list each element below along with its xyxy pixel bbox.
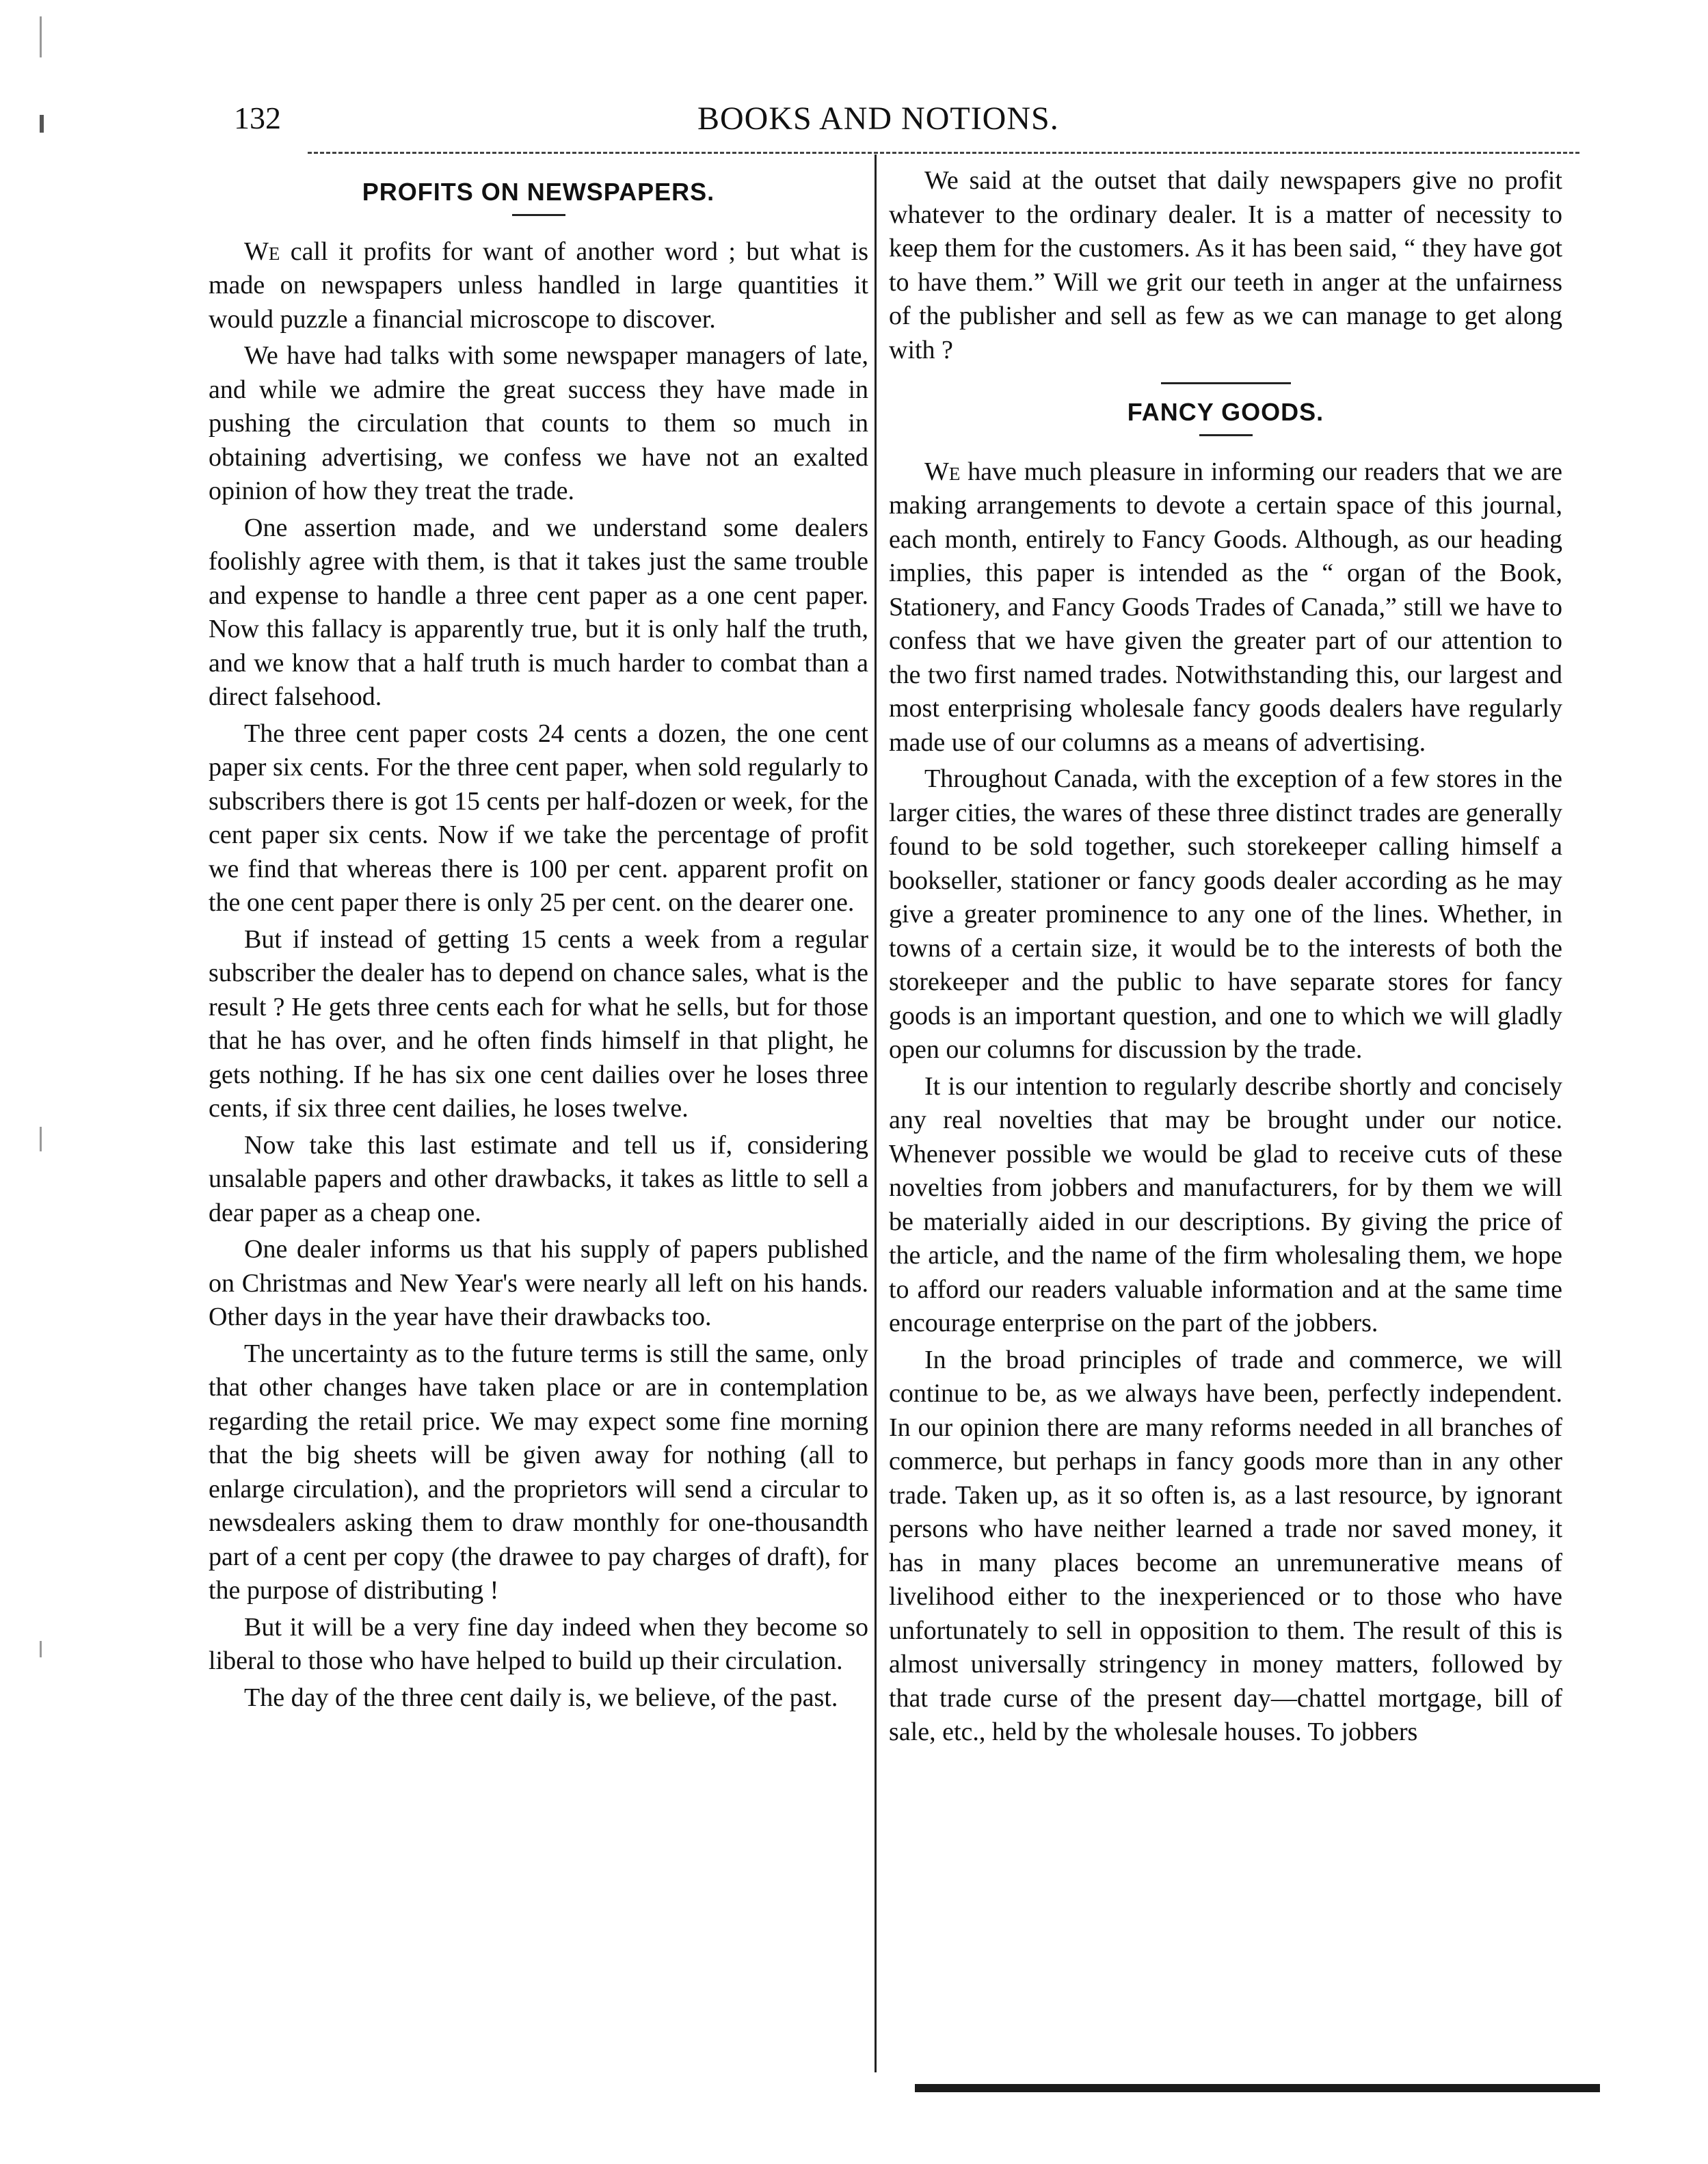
paragraph: The day of the three cent daily is, we believe, of the past. [244, 1683, 838, 1712]
paragraph: We said at the outset that daily newspapers give no profit whatever to the ordinary dealer. It is a matter of necessity to keep them for the customers. As it has been said, “ they have got to have them.” Will we grit our teeth in anger at the unfairness of the publisher and sell as few as we can manage to get along with ? [889, 166, 1562, 364]
drop-lead: We [244, 237, 280, 266]
footer-rule [915, 2084, 1600, 2092]
right-column [889, 164, 1562, 1752]
paragraph [209, 235, 868, 337]
paragraph: One assertion made, and we understand some dealers foolishly agree with them, is that it takes just the same trouble and expense to handle a three cent paper as a one cent paper. Now this fallacy is apparently true, but it is only half the truth, and we know that a half truth is much harder to combat than a direct falsehood. [209, 513, 868, 712]
margin-mark [40, 1641, 42, 1657]
paragraph: But if instead of getting 15 cents a week from a regular subscriber the dealer has to depend on chance sales, what is the result ? He gets three cents each for what he sells, but for those that he has over, and he often finds himself in that plight, he gets nothing. If he has six one cent dailies over he loses three cents, if six three cent dailies, he loses twelve. [209, 924, 868, 1123]
margin-mark [40, 115, 44, 133]
margin-mark [40, 16, 42, 57]
margin-mark [40, 1127, 42, 1151]
column-rule [875, 155, 877, 2072]
paragraph: It is our intention to regularly describe shortly and concisely any real novelties that may be brought under our notice. Whenever possible we would be glad to receive cuts of these novelties from jobbers and manufacturers, for by them we will be materially aided in our descriptions. By giving the price of the article, and the name of the firm wholesaling them, we hope to afford our readers valuable information and at the same time encourage enterprise on the part of the jobbers. [889, 1071, 1562, 1338]
paragraph: Throughout Canada, with the exception of a few stores in the larger cities, the wares of these three distinct trades are generally found to be sold together, such storekeeper calling himself a bookseller, stationer or fancy goods dealer according as he may give a greater prominence to any one of the lines. Whether, in towns of a certain size, it would be to the interests of both the storekeeper and the public to have separate stores for fancy goods is an important question, and one to which we will gladly open our columns for discussion by the trade. [889, 764, 1562, 1065]
section-divider-ornament [1161, 382, 1291, 384]
paragraph: But it will be a very fine day indeed when they become so liberal to those who have helped to build up their circulation. [209, 1612, 868, 1676]
paragraph-text: have much pleasure in informing our readers that we are making arrangements to devote a certain space of this journal, each month, entirely to Fancy Goods. Although, as our heading implies, this paper is intended as the “ organ of the Book, Stationery, and Fancy Goods Trades of Canada,” still we have to confess that we have given the greater part of our attention to the two first named trades. Notwithstanding this, our largest and most enterprising wholesale fancy goods dealers have regularly made use of our columns as a means of advertising. [889, 457, 1562, 757]
paragraph-text: call it profits for want of another word ; but what is made on newspapers unless handled in large quantities it would puzzle a financial microscope to discover. [209, 237, 868, 334]
left-column [209, 164, 868, 1718]
article-heading: PROFITS ON NEWSPAPERS. [362, 178, 715, 206]
paragraph: Now take this last estimate and tell us if, considering unsalable papers and other drawbacks, it takes as little to sell a dear paper as a cheap one. [209, 1130, 868, 1227]
paragraph: We have had talks with some newspaper managers of late, and while we admire the great success they have made in pushing the circulation that counts to them so much in obtaining advertising, we confess we have not an exalted opinion of how they treat the trade. [209, 341, 868, 506]
article-heading: FANCY GOODS. [1127, 398, 1324, 426]
paragraph: In the broad principles of trade and commerce, we will continue to be, as we always have been, perfectly independent. In our opinion there are many reforms needed in all branches of commerce, but perhaps in fancy goods more than in any other trade. Taken up, as it so often is, as a last resource, by ignorant persons who have neither learned a trade nor saved money, it has in many places become an unremunerative means of livelihood either to the inexperienced or to those who have unfortunately to sell in opposition to them. The result of this is almost universally stringency in money matters, followed by that trade curse of the present day—chattel mortgage, bill of sale, etc., held by the wholesale houses. To jobbers [889, 1345, 1562, 1747]
paragraph: The uncertainty as to the future terms is still the same, only that other changes have taken place or are in contemplation regarding the retail price. We may expect some fine morning that the big sheets will be given away for nothing (all to enlarge circulation), and the proprietors will send a circular to newsdealers asking them to draw monthly for one-thousandth part of a cent per copy (the drawee to pay charges of draft), for the purpose of distributing ! [209, 1339, 868, 1605]
heading-rule [1199, 434, 1253, 436]
paragraph: The three cent paper costs 24 cents a dozen, the one cent paper six cents. For the three cent paper, when sold regularly to subscribers there is got 15 cents per half-dozen or week, for the cent paper six cents. Now if we take the percentage of profit we find that whereas there is 100 per cent. apparent profit on the one cent paper there is only 25 per cent. on the dearer one. [209, 719, 868, 918]
running-head-title: BOOKS AND NOTIONS. [697, 101, 1059, 137]
heading-rule [512, 214, 565, 216]
page-number: 132 [234, 101, 281, 135]
header-rule [308, 152, 1579, 154]
paragraph: One dealer informs us that his supply of papers published on Christmas and New Year's were nearly all left on his hands. Other days in the year have their drawbacks too. [209, 1235, 868, 1332]
drop-lead: We [924, 457, 961, 486]
paragraph [889, 455, 1562, 760]
